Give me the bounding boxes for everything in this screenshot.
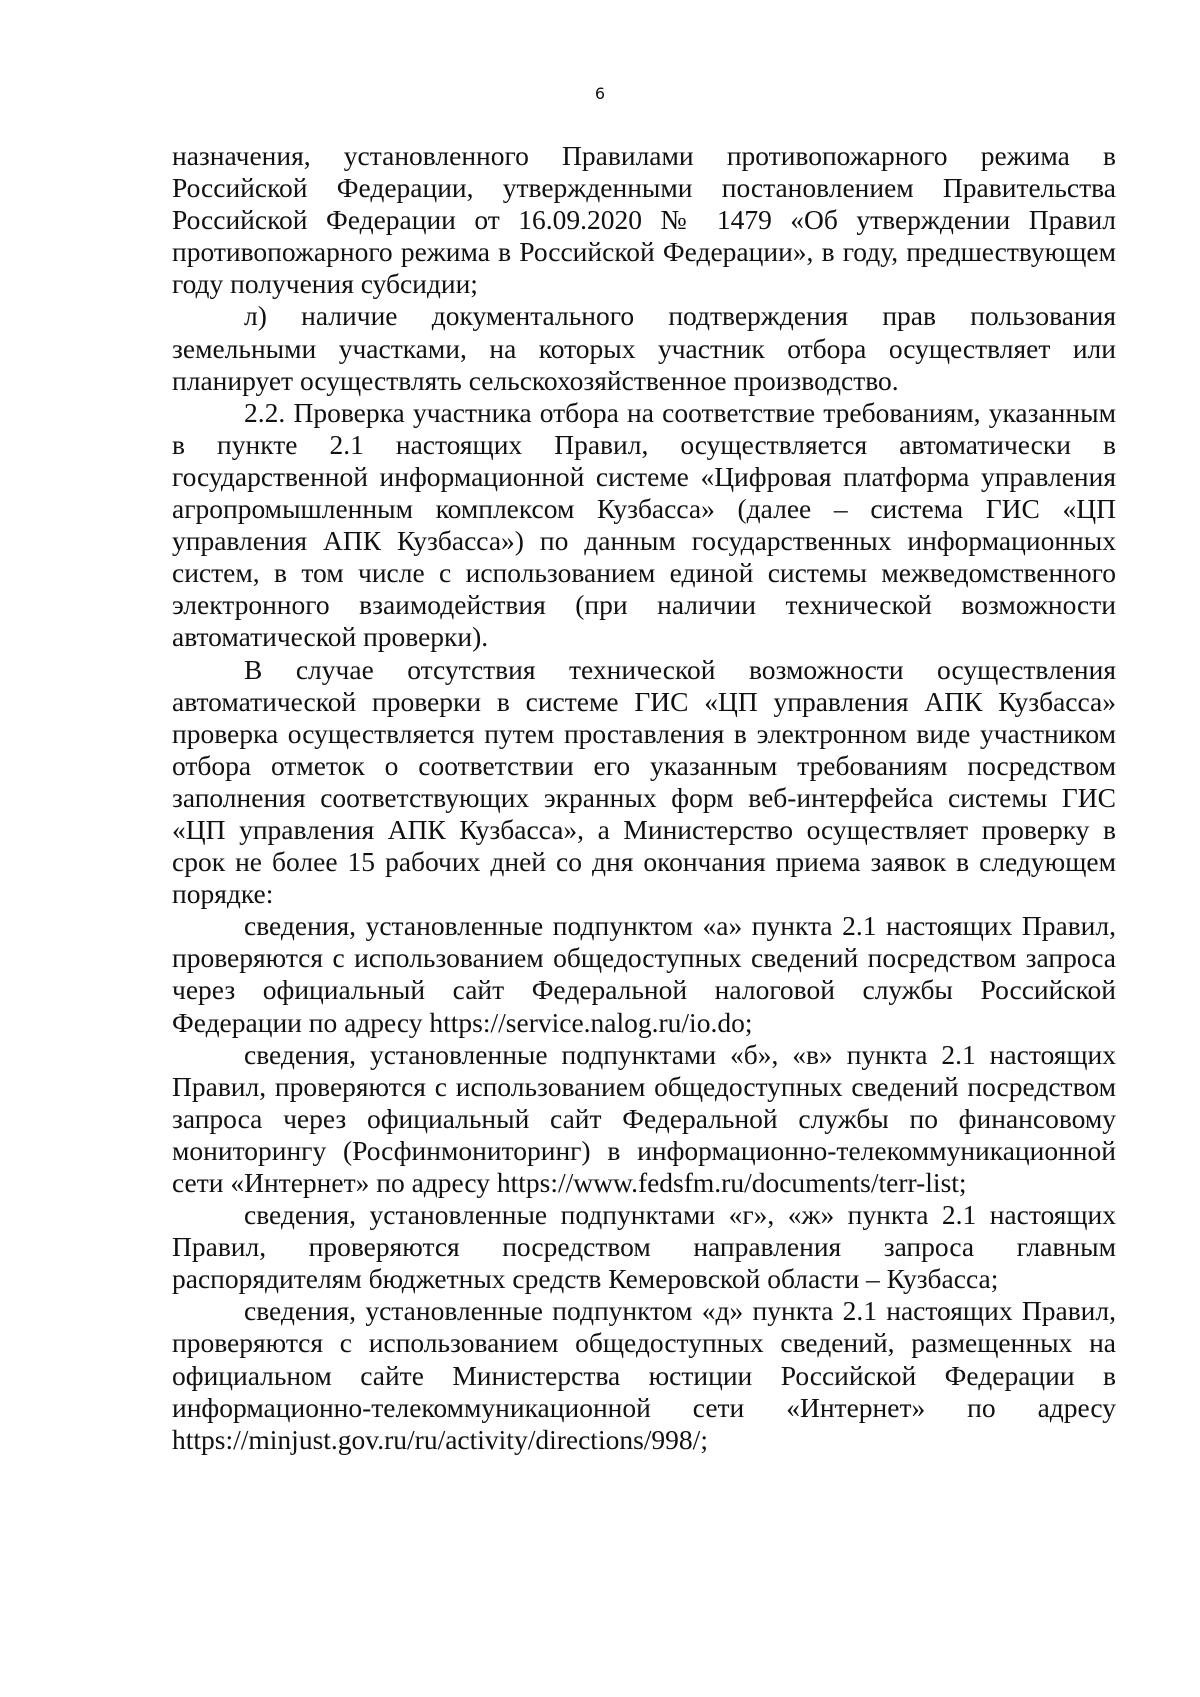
paragraph: сведения, установленные подпунктом «д» пункта 2.1 настоящих Правил, проверяются с использованием общедоступных сведений, размещенных на официальном сайте Министерства юстиции Российской Федерации в информационно-телекоммуникационной сети «Интернет» по адресу https://minjust.gov.ru/ru/activity/directions/998/; — [172, 1295, 1116, 1455]
document-body — [172, 140, 1116, 1456]
paragraph: В случае отсутствия технической возможности осуществления автоматической проверки в системе ГИС «ЦП управления АПК Кузбасса» проверка осуществляется путем проставления в электронном виде участником отбора отметок о соответствии его указанным требованиям посредством заполнения соответствующих экранных форм веб-интерфейса системы ГИС «ЦП управления АПК Кузбасса», а Министерство осуществляет проверку в срок не более 15 рабочих дней со дня окончания приема заявок в следующем порядке: — [172, 653, 1116, 910]
paragraph: назначения, установленного Правилами противопожарного режима в Российской Федерации, утвержденными постановлением Правительства Российской Федерации от 16.09.2020 № 1479 «Об утверждении Правил противопожарного режима в Российской Федерации», в году, предшествующем году получения субсидии; — [172, 140, 1116, 300]
paragraph: 2.2. Проверка участника отбора на соответствие требованиям, указанным в пункте 2.1 настоящих Правил, осуществляется автоматически в государственной информационной системе «Цифровая платформа управления агропромышленным комплексом Кузбасса» (далее – система ГИС «ЦП управления АПК Кузбасса») по данным государственных информационных систем, в том числе с использованием единой системы межведомственного электронного взаимодействия (при наличии технической возможности автоматической проверки). — [172, 396, 1116, 653]
paragraph: сведения, установленные подпунктами «г», «ж» пункта 2.1 настоящих Правил, проверяются посредством направления запроса главным распорядителям бюджетных средств Кемеровской области – Кузбасса; — [172, 1199, 1116, 1295]
paragraph: л) наличие документального подтверждения прав пользования земельными участками, на которых участник отбора осуществляет или планирует осуществлять сельскохозяйственное производство. — [172, 300, 1116, 396]
paragraph: сведения, установленные подпунктами «б», «в» пункта 2.1 настоящих Правил, проверяются с использованием общедоступных сведений посредством запроса через официальный сайт Федеральной службы по финансовому мониторингу (Росфинмониторинг) в информационно-телекоммуникационной сети «Интернет» по адресу https://www.fedsfm.ru/documents/terr-list; — [172, 1038, 1116, 1198]
paragraph: сведения, установленные подпунктом «а» пункта 2.1 настоящих Правил, проверяются с использованием общедоступных сведений посредством запроса через официальный сайт Федеральной налоговой службы Российской Федерации по адресу https://service.nalog.ru/io.do; — [172, 910, 1116, 1038]
page-number: 6 — [594, 84, 606, 103]
